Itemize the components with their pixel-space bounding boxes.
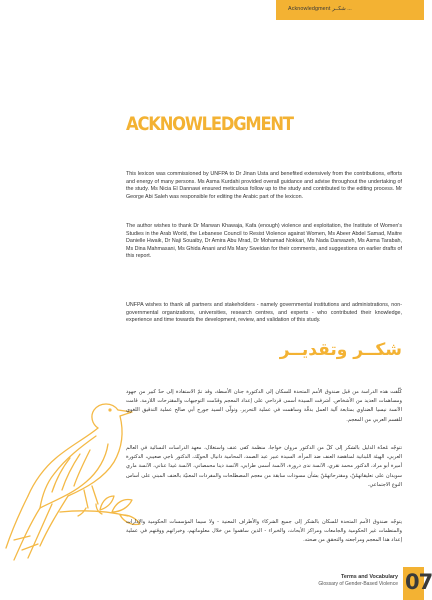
english-paragraph: The author wishes to thank Dr Marwan Khawaja, Kafa (enough) violence and exploitation, the Institute of Women's Studies in the Arab World, the Lebanese Council to Resist Violence against Women, Ms Abeer Abdel Samad, Maitre Danielle Hwaik, Dr Naji Souaiby, Dr Amira Abu Mrad, Dr Mohamad Nokkari, Ms Nada Darwazeh, Ms Asma Tarabah, Ms Dina Mahmasani, Ms Ghida Anani and Ms Mary Sweidan for their comments, and suggestions on earlier drafts of this report. [126, 223, 402, 259]
arabic-paragraph: تتوجّه مُعدّة الدليل بالشكر إلى كلّ من الدكتور مروان خواجا، منظمة كفى عنف واستغلال، معهد الدراسات النسائية في العالم العربي، الهيئة اللبنانية لمناهضة العنف ضد المرأة، السيدة عبير عبد الصمد، المحامية دانيال الحويّك، الدكتور ناجي صعيبي، الدكتورة أميرة أبو مراد، الدكتور محمد نقري، الآنسة ندى دروزة، الآنسة أسمى طرابي، الآنسة دينا محمصاني، الآنسة غيدا عناني، الآنسة ماري سويدان على تعليقاتهمُنّ، ومقترحاتهمُنّ بشأن مسودات سابقة من معجم المصطلحات والمفردات المعنيّة بالعنف المبني على أساس النوع الاجتماعي. [126, 445, 402, 488]
footer-title: Terms and Vocabulary [340, 574, 398, 580]
footer-subtitle: Glossary of Gender-Based Violence [318, 581, 398, 587]
running-header [276, 0, 424, 20]
arabic-paragraph: يتوجّه صندوق الأمم المتحدة للسكان بالشكر إلى جميع الشركاء والأطراف المعنية - ولا سيما المؤسسات الحكومية والإدارات والمنظمات غير الحكومية والجامعات ومراكز الأبحاث، والخبراء - الذين ساهموا من خلال معلوماتهم، وخبراتهم ووقتهم في عملية إعداد هذا المعجم ومراجعته والتحقق من صحته. [126, 519, 402, 544]
running-header-title: Acknowledgment شكــر ... [288, 6, 352, 12]
english-paragraph: This lexicon was commissioned by UNFPA to Dr Jinan Usta and benefited extensively from the contributions, efforts and energy of many persons. Ms Asma Kurdahi provided overall guidance and advise throughout the undertaking of the study. Ms Nicia El Dannawi ensured meticulous follow up to the study and contributed to the editing process. Mr George Abi Saleh was responsible for editing the Arabic part of the lexicon. [126, 171, 402, 200]
english-paragraph: UNFPA wishes to thank all partners and stakeholders - namely governmental institutions and administrations, non-governmental organizations, universities, research centres, and experts - who contributed their knowledge, experience and time towards the development, review, and validation of this study. [126, 302, 402, 323]
page-number: 07 [405, 570, 432, 594]
page-title: ACKNOWLEDGMENT [126, 113, 293, 135]
arabic-paragraph: كُلّفت هذه الدراسة من قبل صندوق الأمم المتحدة للسكان إلى الدكتورة جنان الأسطة، وقد تمّ الاستفادة إلى حدّ كبير من جهود ومساهمات العديد من الأشخاص. أشرفت السيدة أسمى قرداحي على إعداد المعجم وقدّمت التوجيهات والمقترحات اللازمة. قامت الآنسة نيسيا الضناوي بمتابعة آلية العمل بدقّة وساهمت في عملية التحرير. وتولّى السيد جورج أبي صالح عملية التدقيق اللغوي للقسم العربي من المعجم. [126, 389, 402, 423]
arabic-title: شكــر وتقديــر [279, 340, 402, 360]
